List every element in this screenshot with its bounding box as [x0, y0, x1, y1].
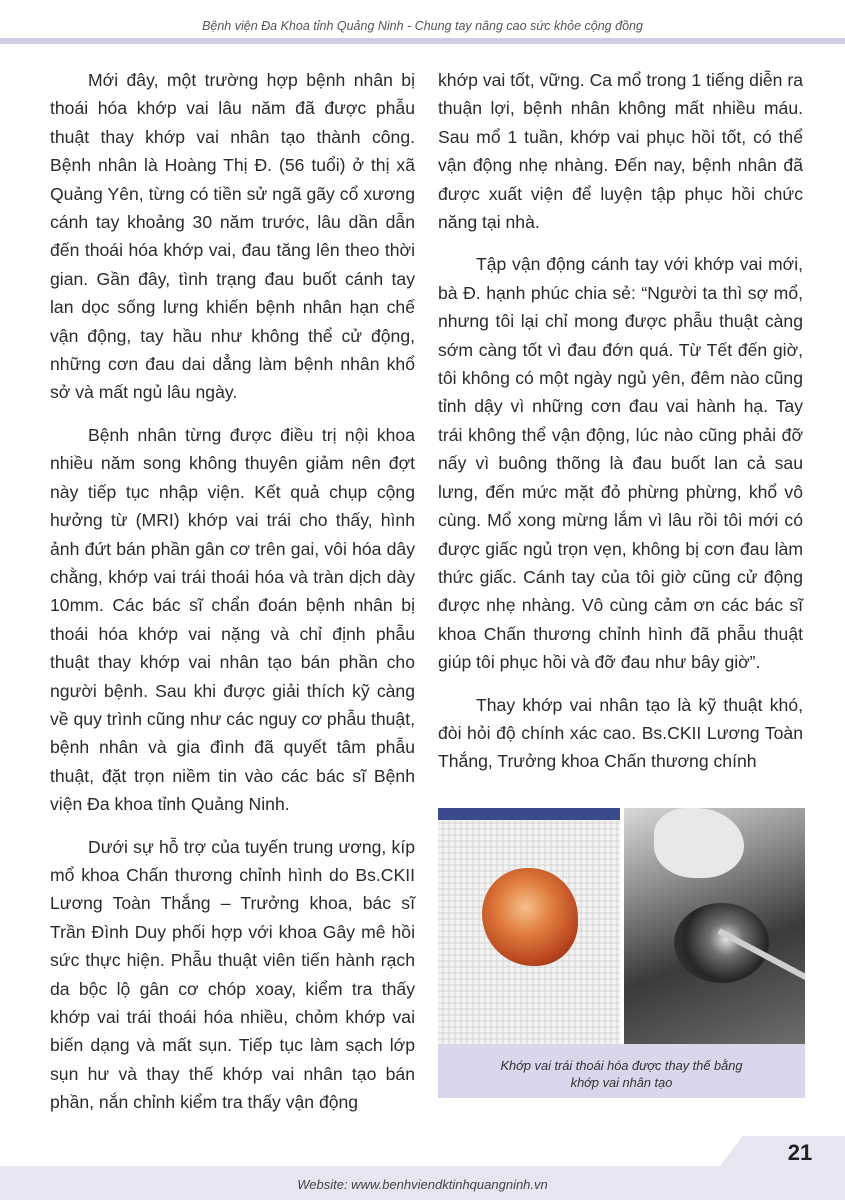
specimen-photo — [438, 808, 620, 1044]
figure — [438, 808, 805, 1098]
header-title: Bệnh viện Đa Khoa tỉnh Quảng Ninh - Chung tay nâng cao sức khỏe cộng đồng — [202, 19, 643, 33]
page-header — [0, 0, 845, 44]
page-number: 21 — [787, 1140, 813, 1165]
header-bar — [0, 38, 845, 44]
paragraph: Tập vận động cánh tay với khớp vai mới, bà Đ. hạnh phúc chia sẻ: “Người ta thì sợ mổ, nhưng tôi lại chỉ mong được phẫu thuật càng sớm càng tốt vì đau đớn quá. Từ Tết đến giờ, tôi không có một ngày ngủ yên, đêm nào cũng tỉnh dậy vì những cơn đau vai hành hạ. Tay trái không thể vận động, lúc nào cũng phải đỡ nấy vì buông thõng là đau buốt lan cả sau lưng, đến mức mặt đỏ phừng phừng, khổ vô cùng. Mổ xong mừng lắm vì lâu rồi tôi mới có được giấc ngủ trọn vẹn, không bị cơn đau làm thức giấc. Cánh tay của tôi giờ cũng cử động được nhẹ nhàng. Vô cùng cảm ơn các bác sĩ khoa Chấn thương chỉnh hình đã phẫu thuật giúp tôi phục hồi và đỡ đau như bây giờ”. — [438, 254, 803, 673]
paragraph: Bệnh nhân từng được điều trị nội khoa nhiều năm song không thuyên giảm nên đợt này tiếp tục nhập viện. Kết quả chụp cộng hưởng từ (MRI) khớp vai trái cho thấy, hình ảnh đứt bán phần gân cơ trên gai, vôi hóa dây chằng, khớp vai trái thoái hóa và tràn dịch dày 10mm. Các bác sĩ chẩn đoán bệnh nhân bị thoái hóa khớp vai nặng và chỉ định phẫu thuật thay khớp vai nhân tạo bán phần cho người bệnh. Sau khi được giải thích kỹ càng về quy trình cũng như các nguy cơ phẫu thuật, bệnh nhân và gia đình đã quyết tâm phẫu thuật, đặt trọn niềm tin vào các bác sĩ Bệnh viện Đa khoa tỉnh Quảng Ninh. — [50, 424, 415, 815]
paragraph: Mới đây, một trường hợp bệnh nhân bị thoái hóa khớp vai lâu năm đã được phẫu thuật thay khớp vai nhân tạo thành công. Bệnh nhân là Hoàng Thị Đ. (56 tuổi) ở thị xã Quảng Yên, từng có tiền sử ngã gãy cổ xương cánh tay khoảng 30 năm trước, lâu dần dẫn đến thoái hóa khớp vai, đau tăng lên theo thời gian. Gần đây, tình trạng đau buốt cánh tay lan dọc sống lưng khiến bệnh nhân hạn chế vận động, tay hầu như không thể cử động, những cơn đau dai dẳng làm bệnh nhân khổ sở và mất ngủ lâu ngày. — [50, 70, 415, 403]
caption-line-2: khớp vai nhân tạo — [570, 1075, 673, 1090]
surgical-site — [674, 903, 769, 983]
paragraph: Dưới sự hỗ trợ của tuyến trung ương, kíp mổ khoa Chấn thương chỉnh hình do Bs.CKII Lương Toàn Thắng – Trưởng khoa, bác sĩ Trần Đình Duy phối hợp với khoa Gây mê hồi sức thực hiện. Phẫu thuật viên tiến hành rạch da bộc lộ gân cơ chóp xoay, kiểm tra thấy khớp vai trái thoái hóa nhiều, chỏm khớp vai biến dạng và mất sụn. Tiếp tục làm sạch lớp sụn hư và thay thế khớp vai nhân tạo bán phần, nắn chỉnh kiểm tra thấy vận động — [50, 836, 415, 1113]
figure-caption — [438, 1044, 805, 1098]
footer-website: Website: www.benhviendktinhquangninh.vn — [297, 1177, 548, 1192]
caption-line-1: Khớp vai trái thoái hóa được thay thế bằng — [500, 1058, 743, 1073]
surgery-photo — [624, 808, 805, 1044]
left-column — [50, 66, 415, 1131]
paragraph: khớp vai tốt, vững. Ca mổ trong 1 tiếng diễn ra thuận lợi, bệnh nhân không mất nhiều máu. Sau mổ 1 tuần, khớp vai phục hồi tốt, có thể vận động nhẹ nhàng. Đến nay, bệnh nhân đã được xuất viện để luyện tập phục hồi chức năng tại nhà. — [438, 70, 803, 233]
paragraph: Thay khớp vai nhân tạo là kỹ thuật khó, đòi hỏi độ chính xác cao. Bs.CKII Lương Toàn Thắng, Trưởng khoa Chấn thương chính — [438, 694, 803, 772]
right-column — [438, 66, 803, 790]
